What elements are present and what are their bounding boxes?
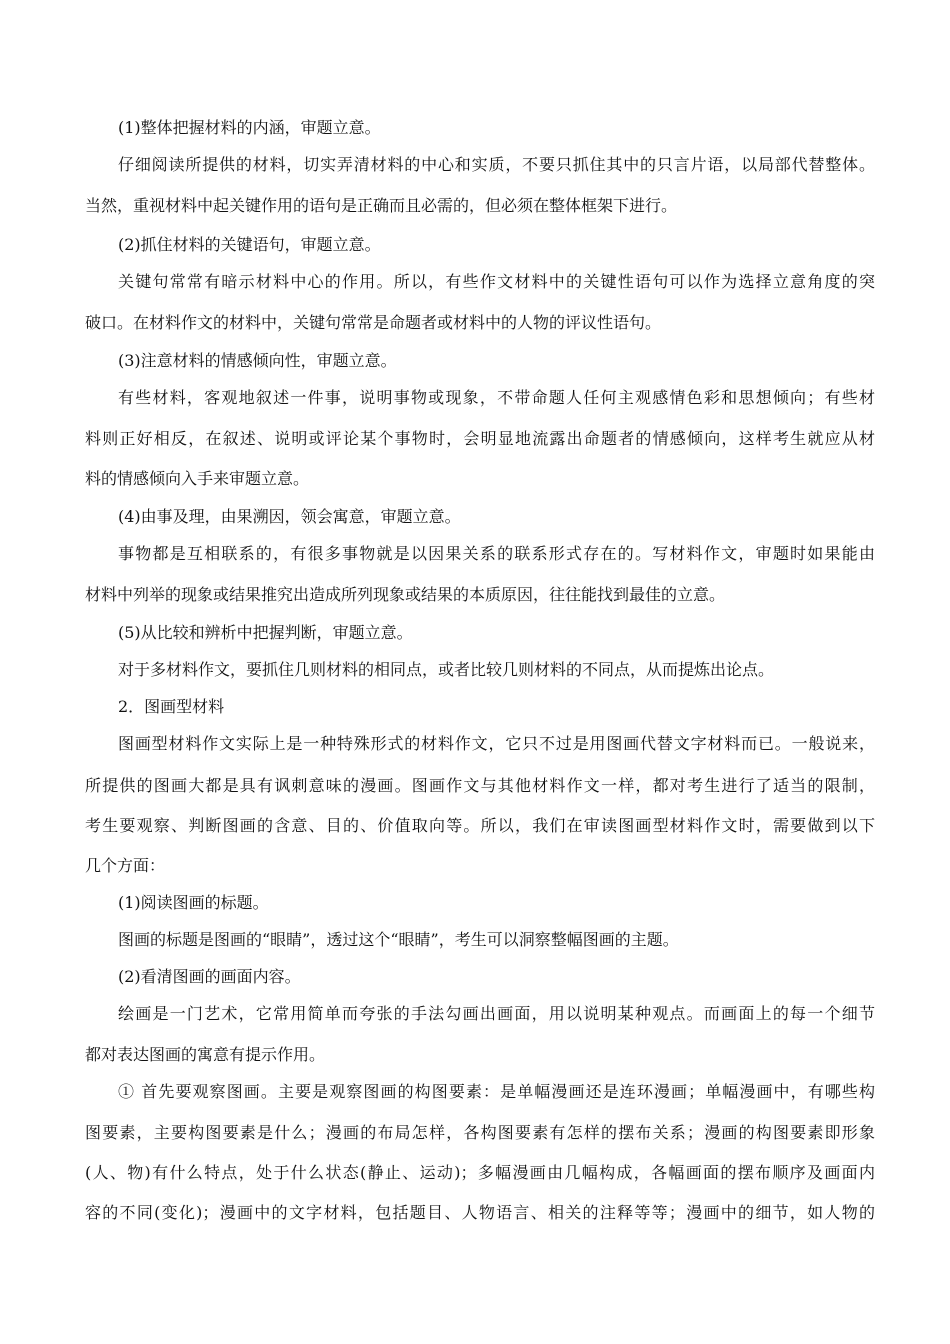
heading-point-4: (4)由事及理，由果溯因，领会寓意，审题立意。 (118, 507, 461, 526)
paragraph-line: 都对表达图画的寓意有提示作用。 (85, 1045, 326, 1064)
paragraph-line: 事物都是互相联系的，有很多事物就是以因果关系的联系形式存在的。写材料作文，审题时如果能由 (118, 544, 875, 563)
heading-point-5: (5)从比较和辨析中把握判断，审题立意。 (118, 623, 413, 642)
paragraph-line: (人、物)有什么特点，处于什么状态(静止、运动)；多幅漫画由几幅构成，各幅画面的摆布顺序及画面内 (85, 1163, 875, 1182)
heading-point-2: (2)抓住材料的关键语句，审题立意。 (118, 235, 381, 254)
paragraph-line: 图画型材料作文实际上是一种特殊形式的材料作文，它只不过是用图画代替文字材料而已。一般说来， (118, 734, 875, 753)
heading-subpoint-2: (2)看清图画的画面内容。 (118, 967, 301, 986)
paragraph-line: ① 首先要观察图画。主要是观察图画的构图要素：是单幅漫画还是连环漫画；单幅漫画中，有哪些构 (118, 1082, 875, 1101)
paragraph-line: 图画的标题是图画的“眼睛”，透过这个“眼睛”，考生可以洞察整幅图画的主题。 (118, 930, 679, 949)
paragraph-line: 有些材料，客观地叙述一件事，说明事物或现象，不带命题人任何主观感情色彩和思想倾向；有些材 (118, 388, 875, 407)
paragraph-line: 当然，重视材料中起关键作用的语句是正确而且必需的，但必须在整体框架下进行。 (85, 196, 678, 215)
paragraph-line: 仔细阅读所提供的材料，切实弄清材料的中心和实质，不要只抓住其中的只言片语，以局部代替整体。 (118, 155, 875, 174)
paragraph-line: 材料中列举的现象或结果推究出造成所列现象或结果的本质原因，往往能找到最佳的立意。 (85, 585, 726, 604)
paragraph-line: 破口。在材料作文的材料中，关键句常常是命题者或材料中的人物的评议性语句。 (85, 313, 662, 332)
paragraph-line: 考生要观察、判断图画的含意、目的、价值取向等。所以，我们在审读图画型材料作文时，需要做到以下 (85, 816, 875, 835)
paragraph-line: 容的不同(变化)；漫画中的文字材料，包括题目、人物语言、相关的注释等等；漫画中的细节，如人物的 (85, 1203, 875, 1222)
paragraph-line: 几个方面： (85, 856, 166, 875)
heading-point-1: (1)整体把握材料的内涵，审题立意。 (118, 118, 381, 137)
heading-point-3: (3)注意材料的情感倾向性，审题立意。 (118, 351, 397, 370)
paragraph-line: 料的情感倾向入手来审题立意。 (85, 469, 310, 488)
paragraph-line: 关键句常常有暗示材料中心的作用。所以，有些作文材料中的关键性语句可以作为选择立意角度的突 (118, 272, 875, 291)
paragraph-line: 绘画是一门艺术，它常用简单而夸张的手法勾画出画面，用以说明某种观点。而画面上的每一个细节 (118, 1004, 875, 1023)
paragraph-line: 图要素，主要构图要素是什么；漫画的布局怎样，各构图要素有怎样的摆布关系；漫画的构图要素即形象 (85, 1123, 875, 1142)
paragraph-line: 所提供的图画大都是具有讽刺意味的漫画。图画作文与其他材料作文一样，都对考生进行了适当的限制， (85, 776, 875, 795)
section-heading: 2．图画型材料 (118, 697, 225, 716)
heading-subpoint-1: (1)阅读图画的标题。 (118, 893, 269, 912)
paragraph-line: 对于多材料作文，要抓住几则材料的相同点，或者比较几则材料的不同点，从而提炼出论点。 (118, 660, 775, 679)
paragraph-line: 料则正好相反，在叙述、说明或评论某个事物时，会明显地流露出命题者的情感倾向，这样考生就应从材 (85, 429, 875, 448)
